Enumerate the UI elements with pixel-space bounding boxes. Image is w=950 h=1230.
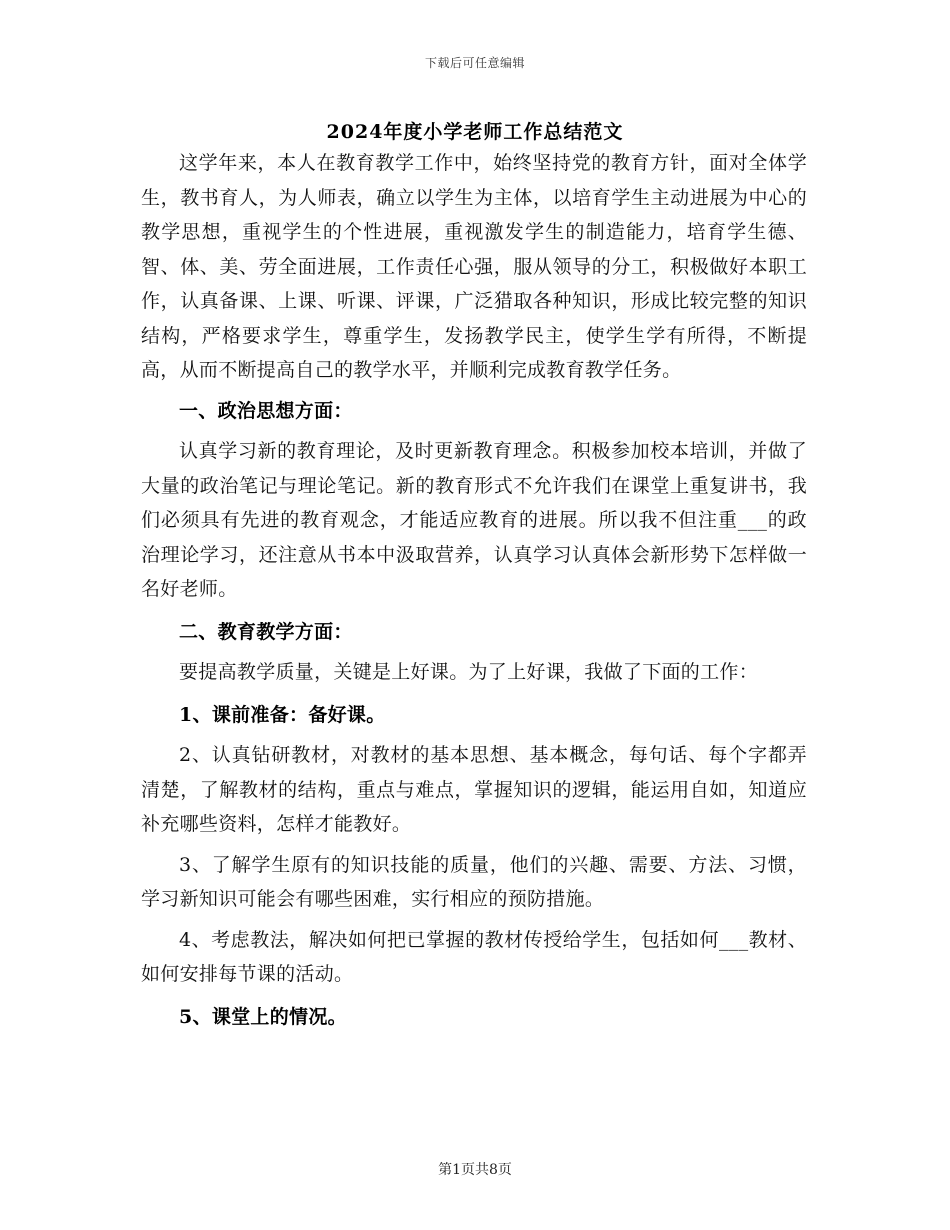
document-title: 2024年度小学老师工作总结范文 [326, 121, 624, 143]
intro-paragraph: 这学年来，本人在教育教学工作中，始终坚持党的教育方针，面对全体学生，教书育人，为人师表，确立以学生为主体，以培育学生主动进展为中心的教学思想，重视学生的个性进展，重视激发学生的制造能力，培育学生德、智、体、美、劳全面进展，工作责任心强，服从领导的分工，积极做好本职工作，认真备课、上课、听课、评课，广泛猎取各种知识，形成比较完整的知识结构，严格要求学生，尊重学生，发扬教学民主，使学生学有所得，不断提高，从而不断提高自己的教学水平，并顺利完成教育教学任务。 [141, 152, 807, 381]
item-5-heading: 5、课堂上的情况。 [179, 1005, 347, 1028]
item-3-paragraph: 3、了解学生原有的知识技能的质量，他们的兴趣、需要、方法、习惯，学习新知识可能会有哪些困难，实行相应的预防措施。 [141, 853, 807, 910]
page-number: 第1页共8页 [438, 1162, 512, 1178]
teaching-intro-paragraph: 要提高教学质量，关键是上好课。为了上好课，我做了下面的工作： [179, 661, 759, 683]
politics-paragraph: 认真学习新的教育理论，及时更新教育理念。积极参加校本培训，并做了大量的政治笔记与理论笔记。新的教育形式不允许我们在课堂上重复讲书，我们必须具有先进的教育观念，才能适应教育的进展。所以我不但注重___的政治理论学习，还注意从书本中汲取营养，认真学习认真体会新形势下怎样做一名好老师。 [141, 440, 807, 600]
section-heading-politics: 一、政治思想方面： [179, 399, 353, 422]
document-body [141, 146, 807, 1034]
item-1-heading: 1、课前准备：备好课。 [179, 703, 386, 726]
item-4-paragraph: 4、考虑教法，解决如何把已掌握的教材传授给学生，包括如何___教材、如何安排每节课的活动。 [141, 928, 807, 985]
item-2-paragraph: 2、认真钻研教材，对教材的基本思想、基本概念，每句话、每个字都弄清楚，了解教材的结构，重点与难点，掌握知识的逻辑，能运用自如，知道应补充哪些资料，怎样才能教好。 [141, 744, 807, 835]
download-note: 下载后可任意编辑 [424, 56, 525, 70]
section-heading-teaching: 二、教育教学方面： [179, 620, 353, 643]
